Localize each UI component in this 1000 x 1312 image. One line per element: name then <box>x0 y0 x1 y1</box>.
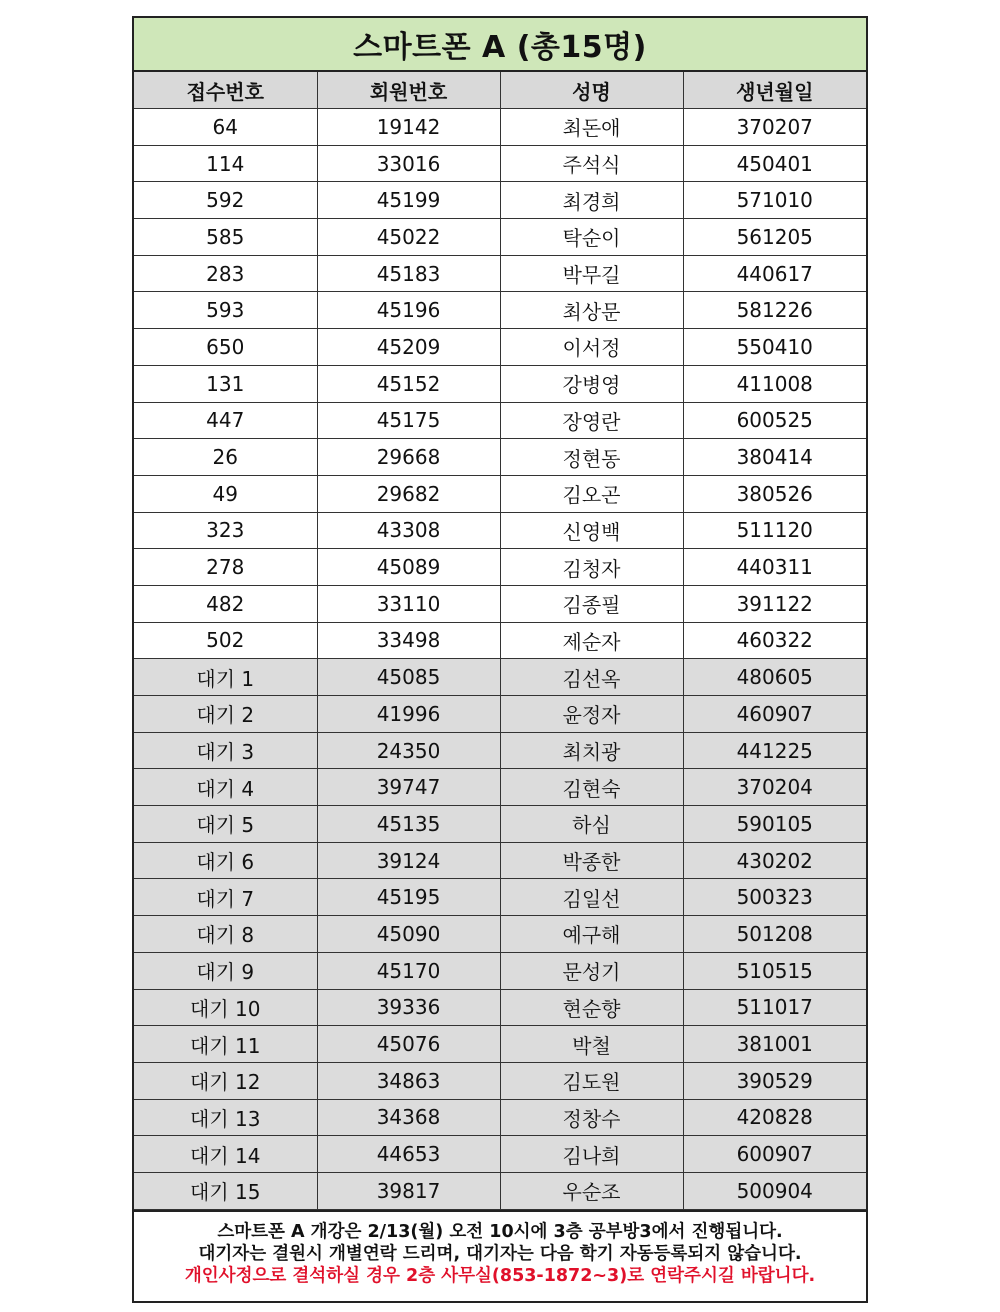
column-header-receipt-no: 접수번호 <box>134 72 317 109</box>
cell-name: 하심 <box>500 806 683 843</box>
cell-name: 신영백 <box>500 512 683 549</box>
cell-member-no: 45076 <box>317 1026 500 1063</box>
cell-birthdate: 390529 <box>683 1062 866 1099</box>
cell-name: 김종필 <box>500 585 683 622</box>
cell-member-no: 45195 <box>317 879 500 916</box>
cell-name: 윤정자 <box>500 696 683 733</box>
cell-name: 김일선 <box>500 879 683 916</box>
cell-birthdate: 420828 <box>683 1099 866 1136</box>
cell-receipt-no: 대기 3 <box>134 732 317 769</box>
cell-birthdate: 380414 <box>683 439 866 476</box>
cell-birthdate: 391122 <box>683 585 866 622</box>
waitlist-row <box>134 1099 866 1136</box>
cell-birthdate: 411008 <box>683 365 866 402</box>
cell-name: 탁순이 <box>500 219 683 256</box>
cell-receipt-no: 585 <box>134 219 317 256</box>
cell-receipt-no: 대기 14 <box>134 1136 317 1173</box>
cell-birthdate: 480605 <box>683 659 866 696</box>
cell-receipt-no: 대기 11 <box>134 1026 317 1063</box>
column-header-birthdate: 생년월일 <box>683 72 866 109</box>
table-row <box>134 475 866 512</box>
waitlist-row <box>134 1062 866 1099</box>
page-title: 스마트폰 A (총15명) <box>134 18 866 72</box>
cell-receipt-no: 대기 10 <box>134 989 317 1026</box>
cell-name: 박종한 <box>500 842 683 879</box>
cell-member-no: 19142 <box>317 109 500 146</box>
cell-receipt-no: 대기 15 <box>134 1172 317 1209</box>
waitlist-row <box>134 1026 866 1063</box>
cell-member-no: 45183 <box>317 255 500 292</box>
cell-receipt-no: 502 <box>134 622 317 659</box>
cell-birthdate: 500323 <box>683 879 866 916</box>
notice-line-schedule: 스마트폰 A 개강은 2/13(월) 오전 10시에 3층 공부방3에서 진행됩니다. <box>217 1221 783 1242</box>
cell-member-no: 44653 <box>317 1136 500 1173</box>
cell-birthdate: 511017 <box>683 989 866 1026</box>
table-row <box>134 439 866 476</box>
cell-name: 최상문 <box>500 292 683 329</box>
cell-receipt-no: 593 <box>134 292 317 329</box>
cell-name: 박무길 <box>500 255 683 292</box>
cell-receipt-no: 대기 1 <box>134 659 317 696</box>
cell-name: 예구해 <box>500 916 683 953</box>
cell-member-no: 45090 <box>317 916 500 953</box>
cell-member-no: 33016 <box>317 145 500 182</box>
cell-receipt-no: 대기 5 <box>134 806 317 843</box>
cell-birthdate: 510515 <box>683 952 866 989</box>
cell-member-no: 45196 <box>317 292 500 329</box>
cell-member-no: 41996 <box>317 696 500 733</box>
cell-name: 최치광 <box>500 732 683 769</box>
table-row <box>134 219 866 256</box>
cell-name: 제순자 <box>500 622 683 659</box>
cell-receipt-no: 482 <box>134 585 317 622</box>
table-row <box>134 109 866 146</box>
cell-member-no: 29682 <box>317 475 500 512</box>
cell-name: 정창수 <box>500 1099 683 1136</box>
cell-receipt-no: 26 <box>134 439 317 476</box>
cell-member-no: 39817 <box>317 1172 500 1209</box>
cell-name: 최경희 <box>500 182 683 219</box>
cell-member-no: 33498 <box>317 622 500 659</box>
cell-birthdate: 600525 <box>683 402 866 439</box>
cell-name: 최돈애 <box>500 109 683 146</box>
table-row <box>134 402 866 439</box>
cell-birthdate: 381001 <box>683 1026 866 1063</box>
cell-member-no: 34863 <box>317 1062 500 1099</box>
cell-name: 김청자 <box>500 549 683 586</box>
cell-member-no: 45175 <box>317 402 500 439</box>
waitlist-row <box>134 1172 866 1209</box>
table-row <box>134 182 866 219</box>
table-row <box>134 622 866 659</box>
cell-member-no: 29668 <box>317 439 500 476</box>
table-header-row <box>134 72 866 109</box>
table-row <box>134 585 866 622</box>
cell-birthdate: 590105 <box>683 806 866 843</box>
cell-birthdate: 370204 <box>683 769 866 806</box>
cell-receipt-no: 283 <box>134 255 317 292</box>
cell-birthdate: 380526 <box>683 475 866 512</box>
table-row <box>134 255 866 292</box>
cell-name: 김선옥 <box>500 659 683 696</box>
roster-body <box>134 109 866 1210</box>
cell-birthdate: 581226 <box>683 292 866 329</box>
cell-receipt-no: 64 <box>134 109 317 146</box>
cell-birthdate: 460322 <box>683 622 866 659</box>
cell-receipt-no: 대기 7 <box>134 879 317 916</box>
cell-name: 정현동 <box>500 439 683 476</box>
cell-member-no: 39747 <box>317 769 500 806</box>
cell-member-no: 39336 <box>317 989 500 1026</box>
cell-name: 김나희 <box>500 1136 683 1173</box>
waitlist-row <box>134 879 866 916</box>
notice-line-waitlist: 대기자는 결원시 개별연락 드리며, 대기자는 다음 학기 자동등록되지 않습니다. <box>198 1243 802 1264</box>
waitlist-row <box>134 769 866 806</box>
cell-name: 현순향 <box>500 989 683 1026</box>
notice-line-contact: 개인사정으로 결석하실 경우 2층 사무실(853-1872~3)로 연락주시길 바랍니다. <box>184 1265 816 1286</box>
cell-receipt-no: 447 <box>134 402 317 439</box>
cell-receipt-no: 114 <box>134 145 317 182</box>
cell-receipt-no: 131 <box>134 365 317 402</box>
cell-receipt-no: 대기 4 <box>134 769 317 806</box>
cell-name: 김현숙 <box>500 769 683 806</box>
cell-birthdate: 511120 <box>683 512 866 549</box>
cell-receipt-no: 650 <box>134 329 317 366</box>
cell-name: 박철 <box>500 1026 683 1063</box>
cell-receipt-no: 278 <box>134 549 317 586</box>
table-row <box>134 329 866 366</box>
cell-member-no: 39124 <box>317 842 500 879</box>
cell-birthdate: 430202 <box>683 842 866 879</box>
cell-receipt-no: 대기 13 <box>134 1099 317 1136</box>
cell-name: 김도원 <box>500 1062 683 1099</box>
cell-receipt-no: 323 <box>134 512 317 549</box>
table-row <box>134 145 866 182</box>
cell-member-no: 45089 <box>317 549 500 586</box>
cell-birthdate: 500904 <box>683 1172 866 1209</box>
cell-birthdate: 561205 <box>683 219 866 256</box>
cell-name: 우순조 <box>500 1172 683 1209</box>
cell-birthdate: 440617 <box>683 255 866 292</box>
cell-birthdate: 501208 <box>683 916 866 953</box>
cell-name: 문성기 <box>500 952 683 989</box>
cell-birthdate: 550410 <box>683 329 866 366</box>
waitlist-row <box>134 659 866 696</box>
waitlist-row <box>134 916 866 953</box>
cell-birthdate: 440311 <box>683 549 866 586</box>
waitlist-row <box>134 989 866 1026</box>
cell-name: 이서정 <box>500 329 683 366</box>
cell-name: 김오곤 <box>500 475 683 512</box>
cell-member-no: 34368 <box>317 1099 500 1136</box>
cell-receipt-no: 592 <box>134 182 317 219</box>
table-row <box>134 549 866 586</box>
cell-receipt-no: 49 <box>134 475 317 512</box>
waitlist-row <box>134 842 866 879</box>
table-row <box>134 365 866 402</box>
cell-member-no: 24350 <box>317 732 500 769</box>
cell-member-no: 45022 <box>317 219 500 256</box>
column-header-name: 성명 <box>500 72 683 109</box>
waitlist-row <box>134 806 866 843</box>
column-header-member-no: 회원번호 <box>317 72 500 109</box>
cell-birthdate: 460907 <box>683 696 866 733</box>
cell-receipt-no: 대기 9 <box>134 952 317 989</box>
cell-birthdate: 370207 <box>683 109 866 146</box>
notice <box>134 1210 866 1287</box>
cell-birthdate: 450401 <box>683 145 866 182</box>
cell-birthdate: 600907 <box>683 1136 866 1173</box>
cell-name: 강병영 <box>500 365 683 402</box>
waitlist-row <box>134 1136 866 1173</box>
roster-table <box>134 72 866 1210</box>
cell-member-no: 43308 <box>317 512 500 549</box>
cell-name: 장영란 <box>500 402 683 439</box>
cell-member-no: 45170 <box>317 952 500 989</box>
table-row <box>134 292 866 329</box>
cell-member-no: 45152 <box>317 365 500 402</box>
cell-member-no: 33110 <box>317 585 500 622</box>
cell-receipt-no: 대기 6 <box>134 842 317 879</box>
cell-receipt-no: 대기 8 <box>134 916 317 953</box>
cell-birthdate: 441225 <box>683 732 866 769</box>
cell-member-no: 45135 <box>317 806 500 843</box>
cell-member-no: 45085 <box>317 659 500 696</box>
waitlist-row <box>134 952 866 989</box>
cell-member-no: 45199 <box>317 182 500 219</box>
waitlist-row <box>134 696 866 733</box>
cell-name: 주석식 <box>500 145 683 182</box>
waitlist-row <box>134 732 866 769</box>
roster-sheet <box>132 16 868 1303</box>
cell-receipt-no: 대기 12 <box>134 1062 317 1099</box>
cell-member-no: 45209 <box>317 329 500 366</box>
cell-birthdate: 571010 <box>683 182 866 219</box>
table-row <box>134 512 866 549</box>
cell-receipt-no: 대기 2 <box>134 696 317 733</box>
